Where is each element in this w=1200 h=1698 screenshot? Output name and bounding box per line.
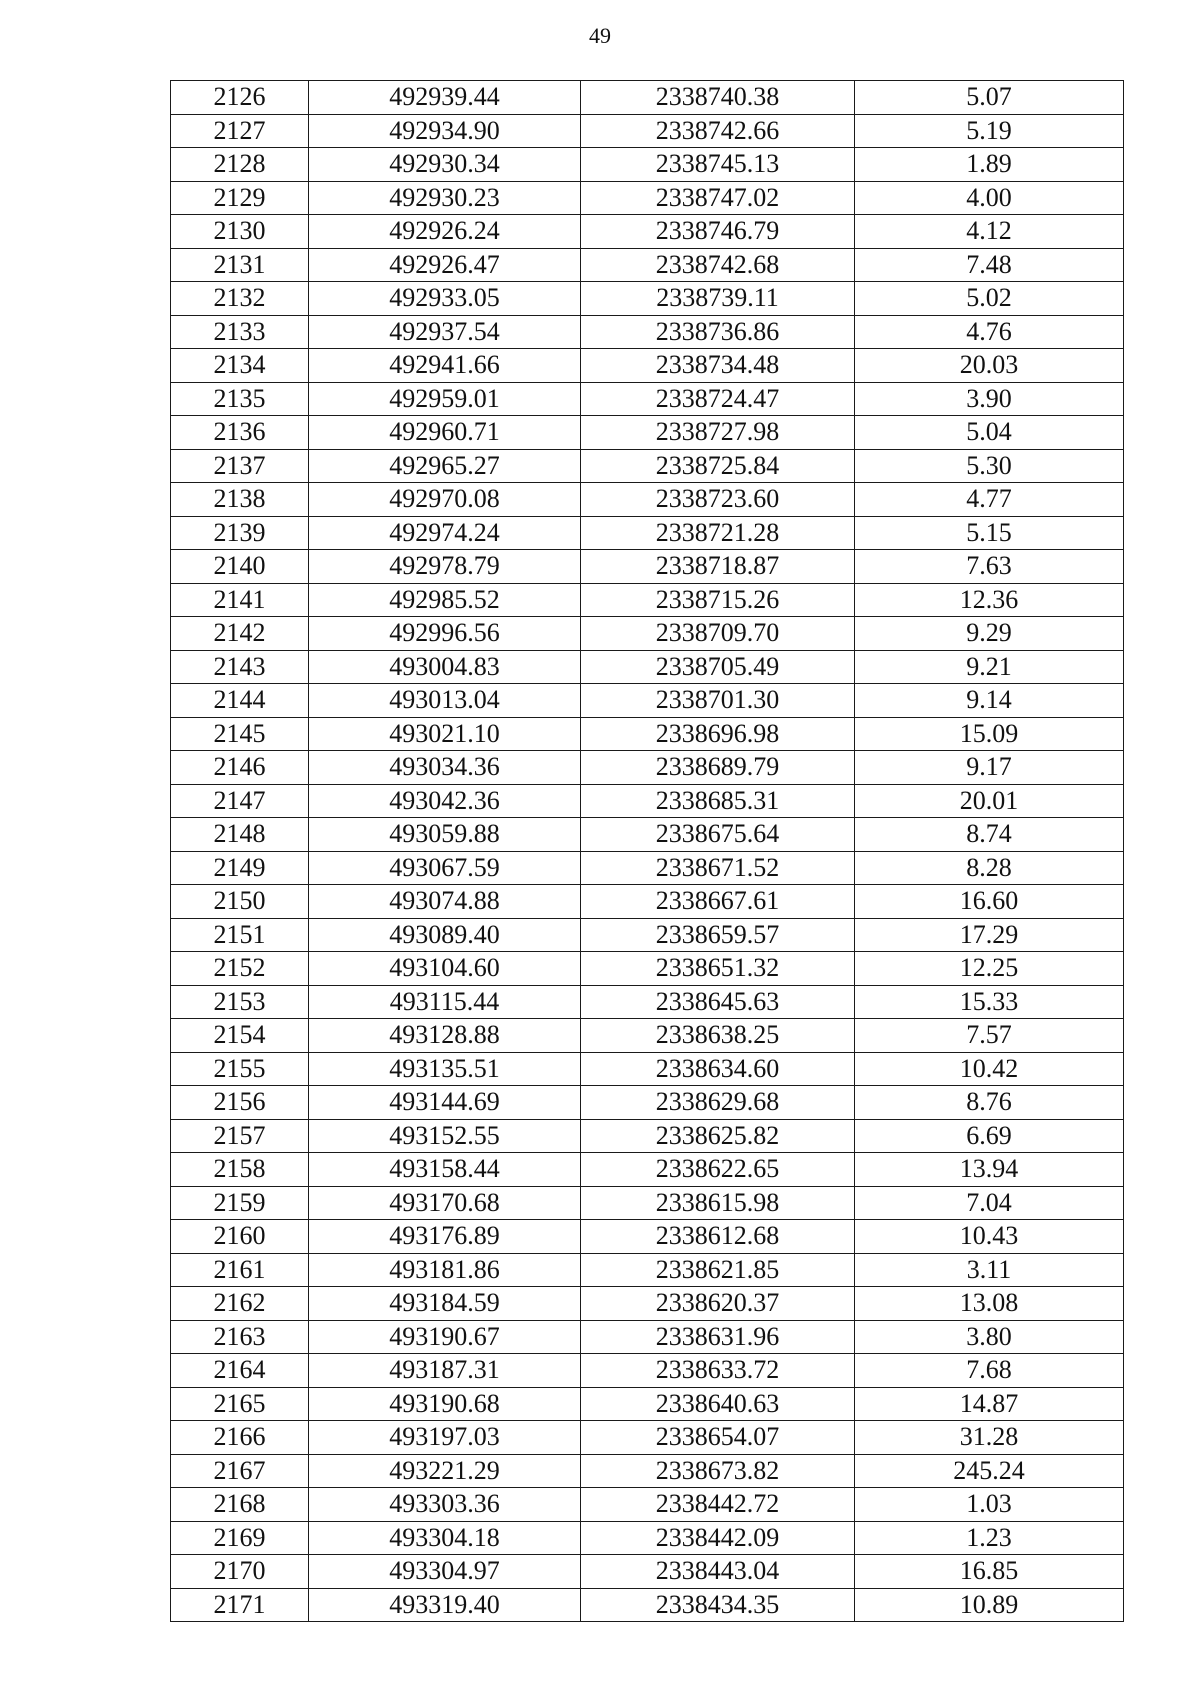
table-row [171,1186,1124,1220]
northing-cell: 2338638.25 [581,1019,855,1053]
easting-cell: 493158.44 [309,1153,581,1187]
table-row [171,248,1124,282]
table-row [171,382,1124,416]
northing-cell: 2338725.84 [581,449,855,483]
point-id-cell: 2137 [171,449,309,483]
easting-cell: 493304.97 [309,1555,581,1589]
table-row [171,148,1124,182]
table-row [171,851,1124,885]
table-row [171,1387,1124,1421]
point-id-cell: 2142 [171,617,309,651]
northing-cell: 2338745.13 [581,148,855,182]
point-id-cell: 2135 [171,382,309,416]
distance-cell: 5.07 [855,81,1124,115]
point-id-cell: 2168 [171,1488,309,1522]
distance-cell: 12.36 [855,583,1124,617]
easting-cell: 493135.51 [309,1052,581,1086]
distance-cell: 7.57 [855,1019,1124,1053]
table-row [171,617,1124,651]
table-row [171,751,1124,785]
easting-cell: 493303.36 [309,1488,581,1522]
distance-cell: 9.21 [855,650,1124,684]
easting-cell: 492970.08 [309,483,581,517]
table-row [171,650,1124,684]
distance-cell: 3.11 [855,1253,1124,1287]
point-id-cell: 2148 [171,818,309,852]
easting-cell: 492996.56 [309,617,581,651]
distance-cell: 20.01 [855,784,1124,818]
distance-cell: 8.74 [855,818,1124,852]
distance-cell: 3.90 [855,382,1124,416]
northing-cell: 2338659.57 [581,918,855,952]
table-row [171,1153,1124,1187]
distance-cell: 5.04 [855,416,1124,450]
table-row [171,1320,1124,1354]
northing-cell: 2338625.82 [581,1119,855,1153]
distance-cell: 5.19 [855,114,1124,148]
easting-cell: 493170.68 [309,1186,581,1220]
point-id-cell: 2169 [171,1521,309,1555]
easting-cell: 492960.71 [309,416,581,450]
easting-cell: 493115.44 [309,985,581,1019]
northing-cell: 2338442.09 [581,1521,855,1555]
point-id-cell: 2139 [171,516,309,550]
point-id-cell: 2167 [171,1454,309,1488]
point-id-cell: 2165 [171,1387,309,1421]
table-row [171,583,1124,617]
point-id-cell: 2144 [171,684,309,718]
point-id-cell: 2154 [171,1019,309,1053]
point-id-cell: 2127 [171,114,309,148]
distance-cell: 17.29 [855,918,1124,952]
northing-cell: 2338673.82 [581,1454,855,1488]
easting-cell: 492959.01 [309,382,581,416]
point-id-cell: 2164 [171,1354,309,1388]
easting-cell: 493074.88 [309,885,581,919]
point-id-cell: 2143 [171,650,309,684]
distance-cell: 16.60 [855,885,1124,919]
northing-cell: 2338654.07 [581,1421,855,1455]
table-row [171,1454,1124,1488]
point-id-cell: 2132 [171,282,309,316]
point-id-cell: 2156 [171,1086,309,1120]
northing-cell: 2338634.60 [581,1052,855,1086]
distance-cell: 7.48 [855,248,1124,282]
coordinate-table-body [171,81,1124,1622]
northing-cell: 2338742.68 [581,248,855,282]
distance-cell: 5.30 [855,449,1124,483]
distance-cell: 245.24 [855,1454,1124,1488]
northing-cell: 2338747.02 [581,181,855,215]
northing-cell: 2338633.72 [581,1354,855,1388]
table-row [171,818,1124,852]
point-id-cell: 2136 [171,416,309,450]
easting-cell: 493184.59 [309,1287,581,1321]
table-row [171,1220,1124,1254]
table-row [171,416,1124,450]
point-id-cell: 2134 [171,349,309,383]
point-id-cell: 2170 [171,1555,309,1589]
table-row [171,81,1124,115]
point-id-cell: 2161 [171,1253,309,1287]
distance-cell: 10.42 [855,1052,1124,1086]
northing-cell: 2338615.98 [581,1186,855,1220]
table-row [171,1019,1124,1053]
easting-cell: 492974.24 [309,516,581,550]
table-row [171,885,1124,919]
northing-cell: 2338651.32 [581,952,855,986]
northing-cell: 2338736.86 [581,315,855,349]
easting-cell: 492926.47 [309,248,581,282]
distance-cell: 8.28 [855,851,1124,885]
northing-cell: 2338689.79 [581,751,855,785]
table-row [171,215,1124,249]
northing-cell: 2338621.85 [581,1253,855,1287]
northing-cell: 2338709.70 [581,617,855,651]
distance-cell: 31.28 [855,1421,1124,1455]
distance-cell: 14.87 [855,1387,1124,1421]
northing-cell: 2338434.35 [581,1588,855,1622]
point-id-cell: 2155 [171,1052,309,1086]
northing-cell: 2338723.60 [581,483,855,517]
point-id-cell: 2151 [171,918,309,952]
northing-cell: 2338727.98 [581,416,855,450]
easting-cell: 493059.88 [309,818,581,852]
table-row [171,1052,1124,1086]
northing-cell: 2338718.87 [581,550,855,584]
distance-cell: 7.63 [855,550,1124,584]
table-row [171,1287,1124,1321]
table-row [171,1421,1124,1455]
easting-cell: 493181.86 [309,1253,581,1287]
point-id-cell: 2162 [171,1287,309,1321]
distance-cell: 15.09 [855,717,1124,751]
table-row [171,315,1124,349]
distance-cell: 1.03 [855,1488,1124,1522]
distance-cell: 10.43 [855,1220,1124,1254]
table-row [171,1555,1124,1589]
easting-cell: 493197.03 [309,1421,581,1455]
distance-cell: 4.76 [855,315,1124,349]
easting-cell: 493304.18 [309,1521,581,1555]
northing-cell: 2338746.79 [581,215,855,249]
point-id-cell: 2152 [171,952,309,986]
distance-cell: 20.03 [855,349,1124,383]
easting-cell: 493152.55 [309,1119,581,1153]
table-row [171,985,1124,1019]
table-row [171,1354,1124,1388]
distance-cell: 15.33 [855,985,1124,1019]
coordinate-table [170,80,1124,1622]
distance-cell: 4.12 [855,215,1124,249]
table-row [171,114,1124,148]
distance-cell: 3.80 [855,1320,1124,1354]
table-row [171,717,1124,751]
table-row [171,1521,1124,1555]
table-row [171,1119,1124,1153]
distance-cell: 6.69 [855,1119,1124,1153]
easting-cell: 492930.23 [309,181,581,215]
easting-cell: 493128.88 [309,1019,581,1053]
point-id-cell: 2131 [171,248,309,282]
distance-cell: 12.25 [855,952,1124,986]
point-id-cell: 2150 [171,885,309,919]
distance-cell: 9.29 [855,617,1124,651]
northing-cell: 2338696.98 [581,717,855,751]
northing-cell: 2338739.11 [581,282,855,316]
table-row [171,516,1124,550]
point-id-cell: 2157 [171,1119,309,1153]
easting-cell: 492985.52 [309,583,581,617]
northing-cell: 2338631.96 [581,1320,855,1354]
table-row [171,684,1124,718]
easting-cell: 493034.36 [309,751,581,785]
distance-cell: 1.23 [855,1521,1124,1555]
distance-cell: 1.89 [855,148,1124,182]
table-row [171,449,1124,483]
easting-cell: 493089.40 [309,918,581,952]
point-id-cell: 2149 [171,851,309,885]
easting-cell: 492965.27 [309,449,581,483]
distance-cell: 5.15 [855,516,1124,550]
distance-cell: 9.14 [855,684,1124,718]
northing-cell: 2338612.68 [581,1220,855,1254]
table-row [171,784,1124,818]
easting-cell: 492978.79 [309,550,581,584]
table-row [171,1086,1124,1120]
distance-cell: 8.76 [855,1086,1124,1120]
northing-cell: 2338640.63 [581,1387,855,1421]
easting-cell: 493104.60 [309,952,581,986]
easting-cell: 493144.69 [309,1086,581,1120]
table-row [171,282,1124,316]
point-id-cell: 2141 [171,583,309,617]
distance-cell: 4.77 [855,483,1124,517]
point-id-cell: 2163 [171,1320,309,1354]
northing-cell: 2338645.63 [581,985,855,1019]
easting-cell: 493190.68 [309,1387,581,1421]
table-row [171,550,1124,584]
northing-cell: 2338705.49 [581,650,855,684]
easting-cell: 493187.31 [309,1354,581,1388]
distance-cell: 5.02 [855,282,1124,316]
northing-cell: 2338442.72 [581,1488,855,1522]
table-row [171,181,1124,215]
distance-cell: 13.08 [855,1287,1124,1321]
point-id-cell: 2129 [171,181,309,215]
distance-cell: 4.00 [855,181,1124,215]
easting-cell: 492930.34 [309,148,581,182]
table-row [171,349,1124,383]
table-row [171,1588,1124,1622]
point-id-cell: 2147 [171,784,309,818]
distance-cell: 9.17 [855,751,1124,785]
easting-cell: 493319.40 [309,1588,581,1622]
northing-cell: 2338443.04 [581,1555,855,1589]
easting-cell: 492926.24 [309,215,581,249]
distance-cell: 7.04 [855,1186,1124,1220]
easting-cell: 493042.36 [309,784,581,818]
point-id-cell: 2158 [171,1153,309,1187]
northing-cell: 2338734.48 [581,349,855,383]
table-row [171,1253,1124,1287]
point-id-cell: 2128 [171,148,309,182]
table-row [171,1488,1124,1522]
point-id-cell: 2133 [171,315,309,349]
easting-cell: 492933.05 [309,282,581,316]
table-row [171,952,1124,986]
northing-cell: 2338675.64 [581,818,855,852]
easting-cell: 493004.83 [309,650,581,684]
point-id-cell: 2140 [171,550,309,584]
northing-cell: 2338620.37 [581,1287,855,1321]
northing-cell: 2338742.66 [581,114,855,148]
northing-cell: 2338685.31 [581,784,855,818]
point-id-cell: 2153 [171,985,309,1019]
easting-cell: 493176.89 [309,1220,581,1254]
easting-cell: 493067.59 [309,851,581,885]
northing-cell: 2338629.68 [581,1086,855,1120]
distance-cell: 13.94 [855,1153,1124,1187]
distance-cell: 7.68 [855,1354,1124,1388]
easting-cell: 493221.29 [309,1454,581,1488]
point-id-cell: 2159 [171,1186,309,1220]
northing-cell: 2338667.61 [581,885,855,919]
point-id-cell: 2146 [171,751,309,785]
northing-cell: 2338715.26 [581,583,855,617]
point-id-cell: 2145 [171,717,309,751]
point-id-cell: 2166 [171,1421,309,1455]
easting-cell: 492941.66 [309,349,581,383]
point-id-cell: 2130 [171,215,309,249]
easting-cell: 493013.04 [309,684,581,718]
table-row [171,483,1124,517]
distance-cell: 10.89 [855,1588,1124,1622]
point-id-cell: 2126 [171,81,309,115]
northing-cell: 2338724.47 [581,382,855,416]
northing-cell: 2338740.38 [581,81,855,115]
northing-cell: 2338622.65 [581,1153,855,1187]
page-number: 49 [589,23,611,48]
easting-cell: 492939.44 [309,81,581,115]
distance-cell: 16.85 [855,1555,1124,1589]
northing-cell: 2338671.52 [581,851,855,885]
table-row [171,918,1124,952]
point-id-cell: 2171 [171,1588,309,1622]
point-id-cell: 2138 [171,483,309,517]
point-id-cell: 2160 [171,1220,309,1254]
easting-cell: 493021.10 [309,717,581,751]
easting-cell: 492937.54 [309,315,581,349]
easting-cell: 493190.67 [309,1320,581,1354]
northing-cell: 2338721.28 [581,516,855,550]
easting-cell: 492934.90 [309,114,581,148]
northing-cell: 2338701.30 [581,684,855,718]
